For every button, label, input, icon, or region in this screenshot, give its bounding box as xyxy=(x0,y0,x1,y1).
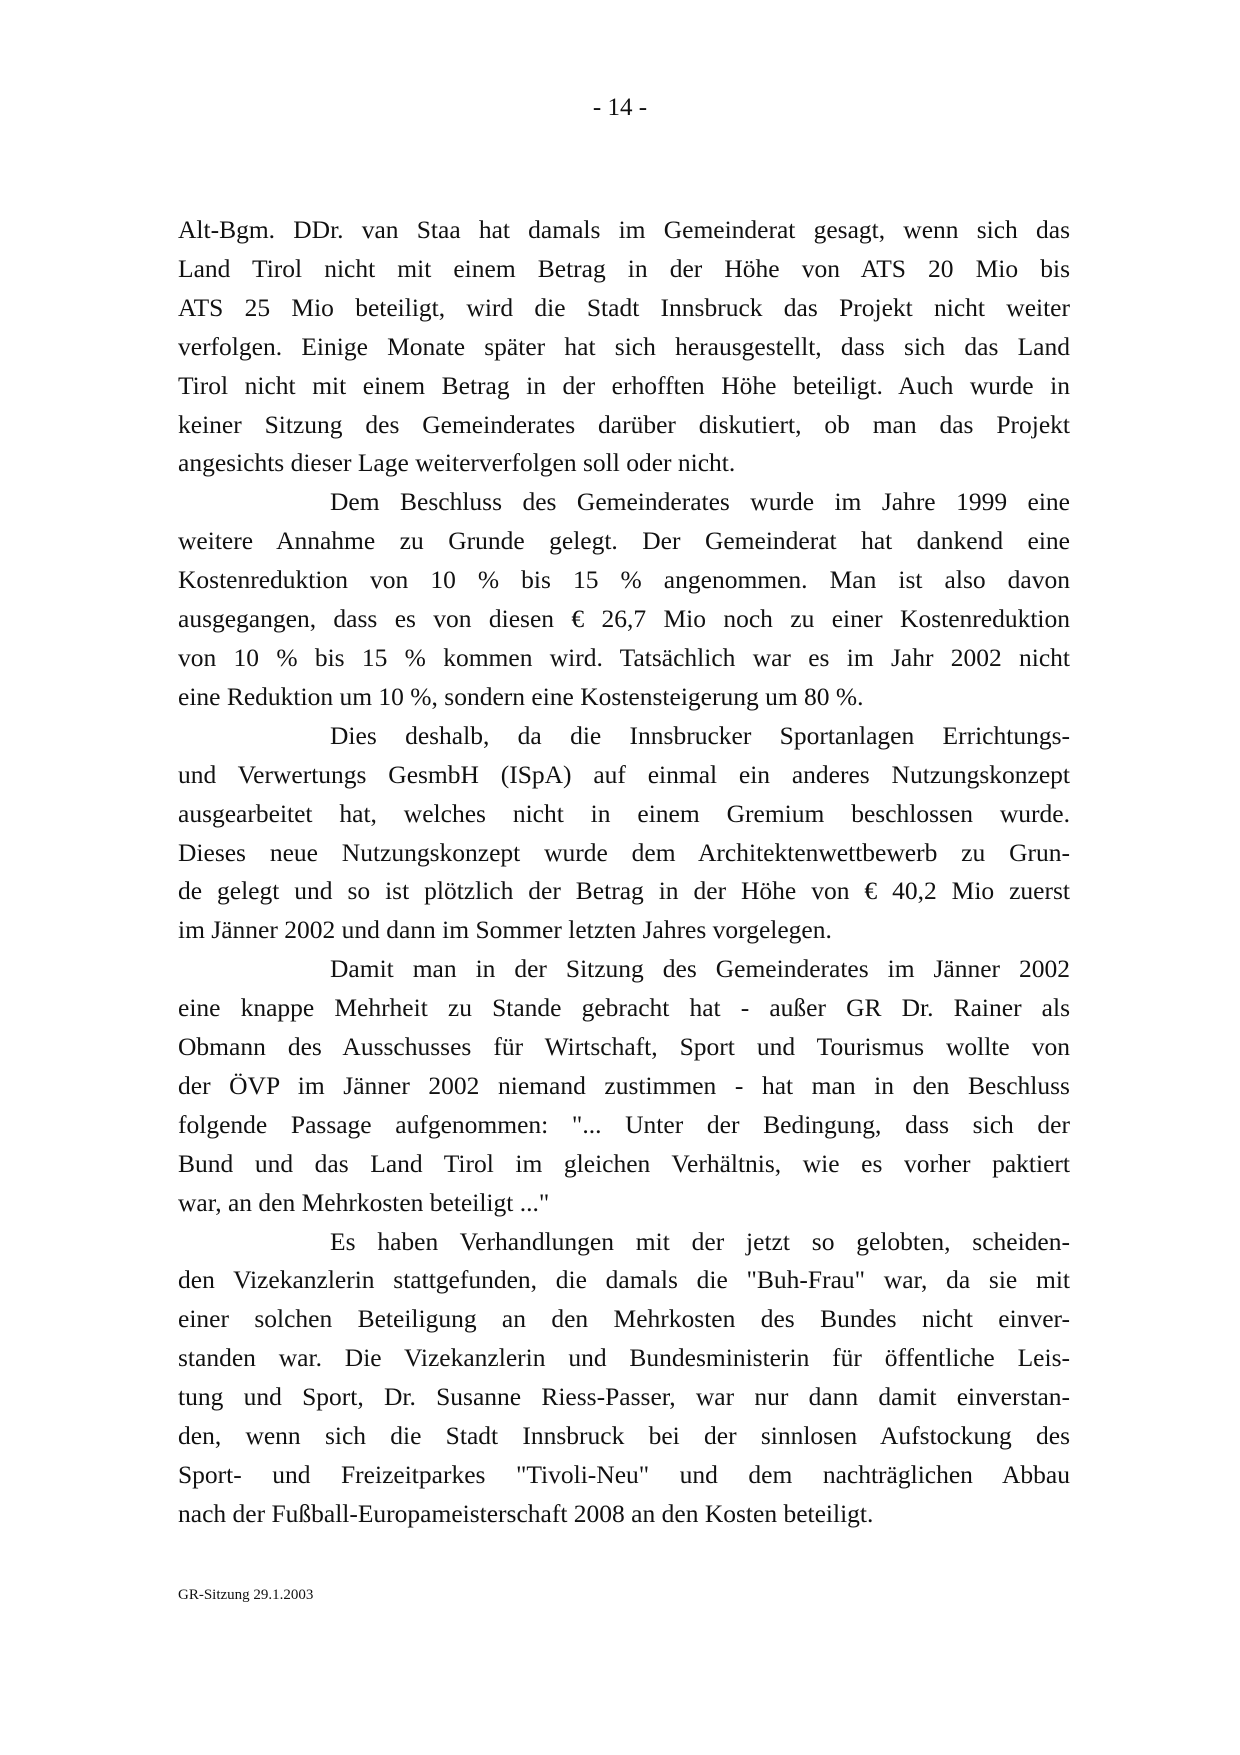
text-line: und Verwertungs GesmbH (ISpA) auf einmal ein anderes Nutzungskonzept xyxy=(178,759,1070,789)
page-number: - 14 - xyxy=(592,94,648,121)
text-line: Sport- und Freizeitparkes "Tivoli-Neu" und dem nachträglichen Abbau xyxy=(178,1460,1070,1489)
text-line: Kostenreduktion von 10 % bis 15 % angenommen. Man ist also davon xyxy=(178,565,1070,595)
text-line: Dieses neue Nutzungskonzept wurde dem Architektenwettbewerb zu Grun- xyxy=(178,837,1070,867)
text-line: eine Reduktion um 10 %, sondern eine Kostensteigerung um 80 %. xyxy=(178,681,864,711)
paragraph xyxy=(178,483,1070,716)
document-body xyxy=(178,211,1070,1534)
text-line: folgende Passage aufgenommen: "... Unter der Bedingung, dass sich der xyxy=(178,1109,1070,1139)
text-line: einer solchen Beteiligung an den Mehrkosten des Bundes nicht einver- xyxy=(178,1304,1070,1334)
text-line: tung und Sport, Dr. Susanne Riess-Passer, war nur dann damit einverstan- xyxy=(178,1382,1070,1412)
text-line: Damit man in der Sitzung des Gemeinderates im Jänner 2002 xyxy=(330,954,1070,984)
text-line: angesichts dieser Lage weiterverfolgen soll oder nicht. xyxy=(178,448,736,478)
text-line: de gelegt und so ist plötzlich der Betrag in der Höhe von € 40,2 Mio zuerst xyxy=(178,876,1070,906)
text-line: Alt-Bgm. DDr. van Staa hat damals im Gemeinderat gesagt, wenn sich das xyxy=(178,215,1070,244)
text-line: verfolgen. Einige Monate später hat sich herausgestellt, dass sich das Land xyxy=(178,331,1070,361)
text-line: ausgegangen, dass es von diesen € 26,7 Mio noch zu einer Kostenreduktion xyxy=(178,604,1070,634)
text-line: standen war. Die Vizekanzlerin und Bundesministerin für öffentliche Leis- xyxy=(178,1343,1070,1373)
text-line: von 10 % bis 15 % kommen wird. Tatsächlich war es im Jahr 2002 nicht xyxy=(178,642,1070,672)
text-line: keiner Sitzung des Gemeinderates darüber diskutiert, ob man das Projekt xyxy=(178,409,1070,439)
paragraph xyxy=(178,950,1070,1222)
text-line: Bund und das Land Tirol im gleichen Verhältnis, wie es vorher paktiert xyxy=(178,1148,1070,1178)
text-line: Obmann des Ausschusses für Wirtschaft, Sport und Tourismus wollte von xyxy=(178,1032,1070,1062)
text-line: im Jänner 2002 und dann im Sommer letzten Jahres vorgelegen. xyxy=(178,915,832,945)
text-line: nach der Fußball-Europameisterschaft 2008 an den Kosten beteiligt. xyxy=(178,1498,874,1528)
text-line: Tirol nicht mit einem Betrag in der erhofften Höhe beteiligt. Auch wurde in xyxy=(178,370,1070,400)
text-line: der ÖVP im Jänner 2002 niemand zustimmen - hat man in den Beschluss xyxy=(178,1070,1070,1100)
paragraph xyxy=(178,717,1070,950)
text-line: den Vizekanzlerin stattgefunden, die damals die "Buh-Frau" war, da sie mit xyxy=(178,1265,1070,1295)
paragraph xyxy=(178,211,1070,483)
text-line: Es haben Verhandlungen mit der jetzt so gelobten, scheiden- xyxy=(330,1226,1070,1256)
text-line: den, wenn sich die Stadt Innsbruck bei der sinnlosen Aufstockung des xyxy=(178,1421,1070,1451)
text-line: ausgearbeitet hat, welches nicht in einem Gremium beschlossen wurde. xyxy=(178,798,1070,828)
text-line: weitere Annahme zu Grunde gelegt. Der Gemeinderat hat dankend eine xyxy=(178,526,1070,556)
text-line: eine knappe Mehrheit zu Stande gebracht hat - außer GR Dr. Rainer als xyxy=(178,993,1070,1023)
text-line: Dem Beschluss des Gemeinderates wurde im Jahre 1999 eine xyxy=(330,487,1070,517)
text-line: Dies deshalb, da die Innsbrucker Sportanlagen Errichtungs- xyxy=(330,720,1070,750)
text-line: Land Tirol nicht mit einem Betrag in der Höhe von ATS 20 Mio bis xyxy=(178,253,1070,283)
footer: GR-Sitzung 29.1.2003 xyxy=(178,1587,314,1603)
text-line: war, an den Mehrkosten beteiligt ..." xyxy=(178,1187,550,1217)
paragraph xyxy=(178,1223,1070,1534)
text-line: ATS 25 Mio beteiligt, wird die Stadt Innsbruck das Projekt nicht weiter xyxy=(178,292,1070,322)
